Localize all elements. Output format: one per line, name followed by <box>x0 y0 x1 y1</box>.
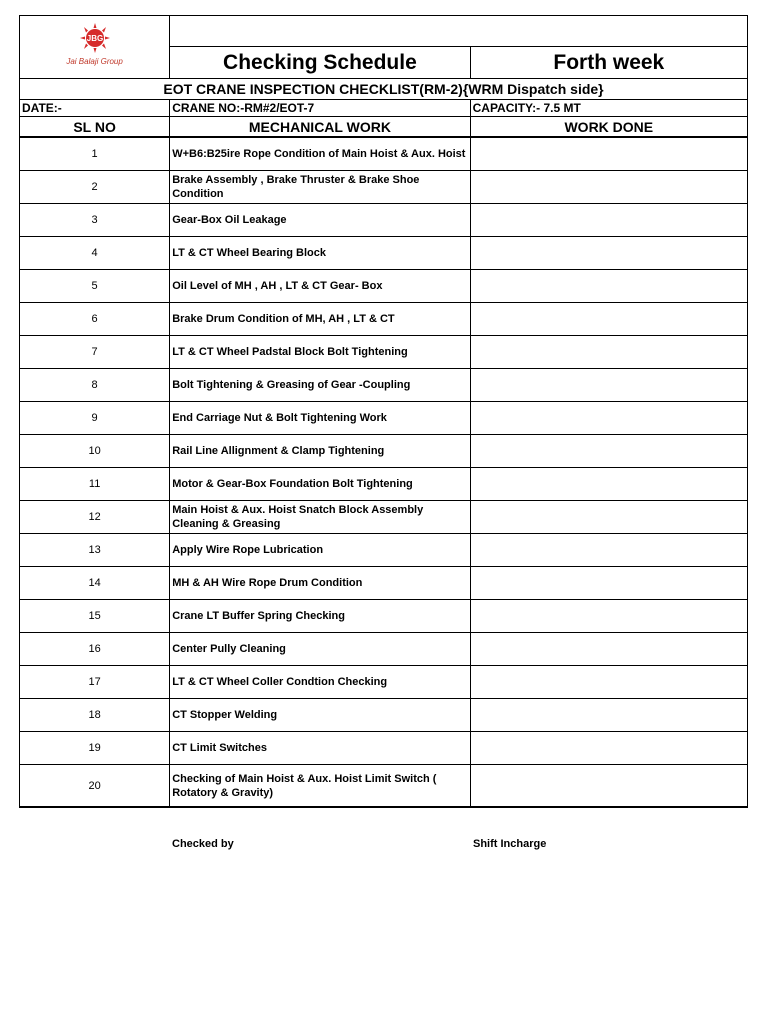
sl-number-cell: 20 <box>20 765 170 808</box>
capacity-label: CAPACITY:- 7.5 MT <box>470 100 747 117</box>
company-logo <box>66 22 122 66</box>
checked-by-label: Checked by <box>172 838 234 850</box>
sl-number-cell: 13 <box>20 534 170 567</box>
logo-cell <box>20 16 170 79</box>
table-row <box>20 303 748 336</box>
checklist-sheet <box>19 15 748 808</box>
table-row <box>20 732 748 765</box>
work-done-cell[interactable] <box>470 567 747 600</box>
sl-number-cell: 18 <box>20 699 170 732</box>
mechanical-work-cell: Center Pully Cleaning <box>170 633 470 666</box>
work-done-cell[interactable] <box>470 534 747 567</box>
sl-number-cell: 7 <box>20 336 170 369</box>
table-row <box>20 435 748 468</box>
work-done-cell[interactable] <box>470 765 747 808</box>
sl-number-cell: 9 <box>20 402 170 435</box>
work-done-cell[interactable] <box>470 600 747 633</box>
sl-number-cell: 10 <box>20 435 170 468</box>
mechanical-work-cell: Main Hoist & Aux. Hoist Snatch Block Assembly Cleaning & Greasing <box>170 501 470 534</box>
work-done-cell[interactable] <box>470 237 747 270</box>
date-label: DATE:- <box>20 100 170 117</box>
table-row <box>20 270 748 303</box>
work-done-cell[interactable] <box>470 171 747 204</box>
checklist-table <box>19 15 748 808</box>
table-row <box>20 369 748 402</box>
work-done-cell[interactable] <box>470 204 747 237</box>
work-done-cell[interactable] <box>470 336 747 369</box>
sl-number-cell: 12 <box>20 501 170 534</box>
mechanical-work-cell: LT & CT Wheel Padstal Block Bolt Tightening <box>170 336 470 369</box>
work-done-cell[interactable] <box>470 732 747 765</box>
sl-number-cell: 1 <box>20 137 170 171</box>
mechanical-work-cell: Checking of Main Hoist & Aux. Hoist Limit Switch ( Rotatory & Gravity) <box>170 765 470 808</box>
work-done-cell[interactable] <box>470 699 747 732</box>
work-done-cell[interactable] <box>470 303 747 336</box>
mechanical-work-cell: MH & AH Wire Rope Drum Condition <box>170 567 470 600</box>
mechanical-work-cell: Brake Drum Condition of MH, AH , LT & CT <box>170 303 470 336</box>
column-header-work-done: WORK DONE <box>470 117 747 138</box>
mechanical-work-cell: CT Stopper Welding <box>170 699 470 732</box>
table-row <box>20 666 748 699</box>
mechanical-work-cell: W+B6:B25ire Rope Condition of Main Hoist & Aux. Hoist <box>170 137 470 171</box>
mechanical-work-cell: LT & CT Wheel Bearing Block <box>170 237 470 270</box>
table-row <box>20 237 748 270</box>
sl-number-cell: 19 <box>20 732 170 765</box>
table-row <box>20 402 748 435</box>
mechanical-work-cell: Brake Assembly , Brake Thruster & Brake Shoe Condition <box>170 171 470 204</box>
work-done-cell[interactable] <box>470 666 747 699</box>
mechanical-work-cell: CT Limit Switches <box>170 732 470 765</box>
sl-number-cell: 16 <box>20 633 170 666</box>
table-row <box>20 336 748 369</box>
work-done-cell[interactable] <box>470 501 747 534</box>
sl-number-cell: 5 <box>20 270 170 303</box>
mechanical-work-cell: Rail Line Allignment & Clamp Tightening <box>170 435 470 468</box>
mechanical-work-cell: Bolt Tightening & Greasing of Gear -Coupling <box>170 369 470 402</box>
page-title: Checking Schedule <box>170 47 470 79</box>
table-row <box>20 137 748 171</box>
mechanical-work-cell: Gear-Box Oil Leakage <box>170 204 470 237</box>
week-label: Forth week <box>470 47 747 79</box>
sl-number-cell: 8 <box>20 369 170 402</box>
table-row <box>20 765 748 808</box>
table-row <box>20 534 748 567</box>
work-done-cell[interactable] <box>470 633 747 666</box>
mechanical-work-cell: End Carriage Nut & Bolt Tightening Work <box>170 402 470 435</box>
mechanical-work-cell: Oil Level of MH , AH , LT & CT Gear- Box <box>170 270 470 303</box>
table-row <box>20 204 748 237</box>
blank-header-cell <box>170 16 748 47</box>
checklist-rows <box>20 137 748 807</box>
table-row <box>20 501 748 534</box>
sl-number-cell: 6 <box>20 303 170 336</box>
work-done-cell[interactable] <box>470 402 747 435</box>
table-row <box>20 600 748 633</box>
sl-number-cell: 4 <box>20 237 170 270</box>
sl-number-cell: 14 <box>20 567 170 600</box>
sl-number-cell: 15 <box>20 600 170 633</box>
mechanical-work-cell: Motor & Gear-Box Foundation Bolt Tightening <box>170 468 470 501</box>
sl-number-cell: 11 <box>20 468 170 501</box>
column-header-mechanical-work: MECHANICAL WORK <box>170 117 470 138</box>
work-done-cell[interactable] <box>470 435 747 468</box>
column-header-sl-no: SL NO <box>20 117 170 138</box>
sl-number-cell: 3 <box>20 204 170 237</box>
checklist-subtitle: EOT CRANE INSPECTION CHECKLIST(RM-2){WRM Dispatch side} <box>20 79 748 100</box>
crane-number: CRANE NO:-RM#2/EOT-7 <box>170 100 470 117</box>
table-row <box>20 171 748 204</box>
sl-number-cell: 17 <box>20 666 170 699</box>
logo-text: Jai Balaji Group <box>66 57 123 66</box>
mechanical-work-cell: LT & CT Wheel Coller Condtion Checking <box>170 666 470 699</box>
work-done-cell[interactable] <box>470 468 747 501</box>
sunburst-logo-icon <box>73 22 117 54</box>
sl-number-cell: 2 <box>20 171 170 204</box>
work-done-cell[interactable] <box>470 270 747 303</box>
table-row <box>20 633 748 666</box>
svg-text:JBG: JBG <box>86 34 103 43</box>
table-row <box>20 468 748 501</box>
shift-incharge-label: Shift Incharge <box>473 838 547 850</box>
work-done-cell[interactable] <box>470 369 747 402</box>
work-done-cell[interactable] <box>470 137 747 171</box>
mechanical-work-cell: Crane LT Buffer Spring Checking <box>170 600 470 633</box>
table-row <box>20 699 748 732</box>
table-row <box>20 567 748 600</box>
mechanical-work-cell: Apply Wire Rope Lubrication <box>170 534 470 567</box>
